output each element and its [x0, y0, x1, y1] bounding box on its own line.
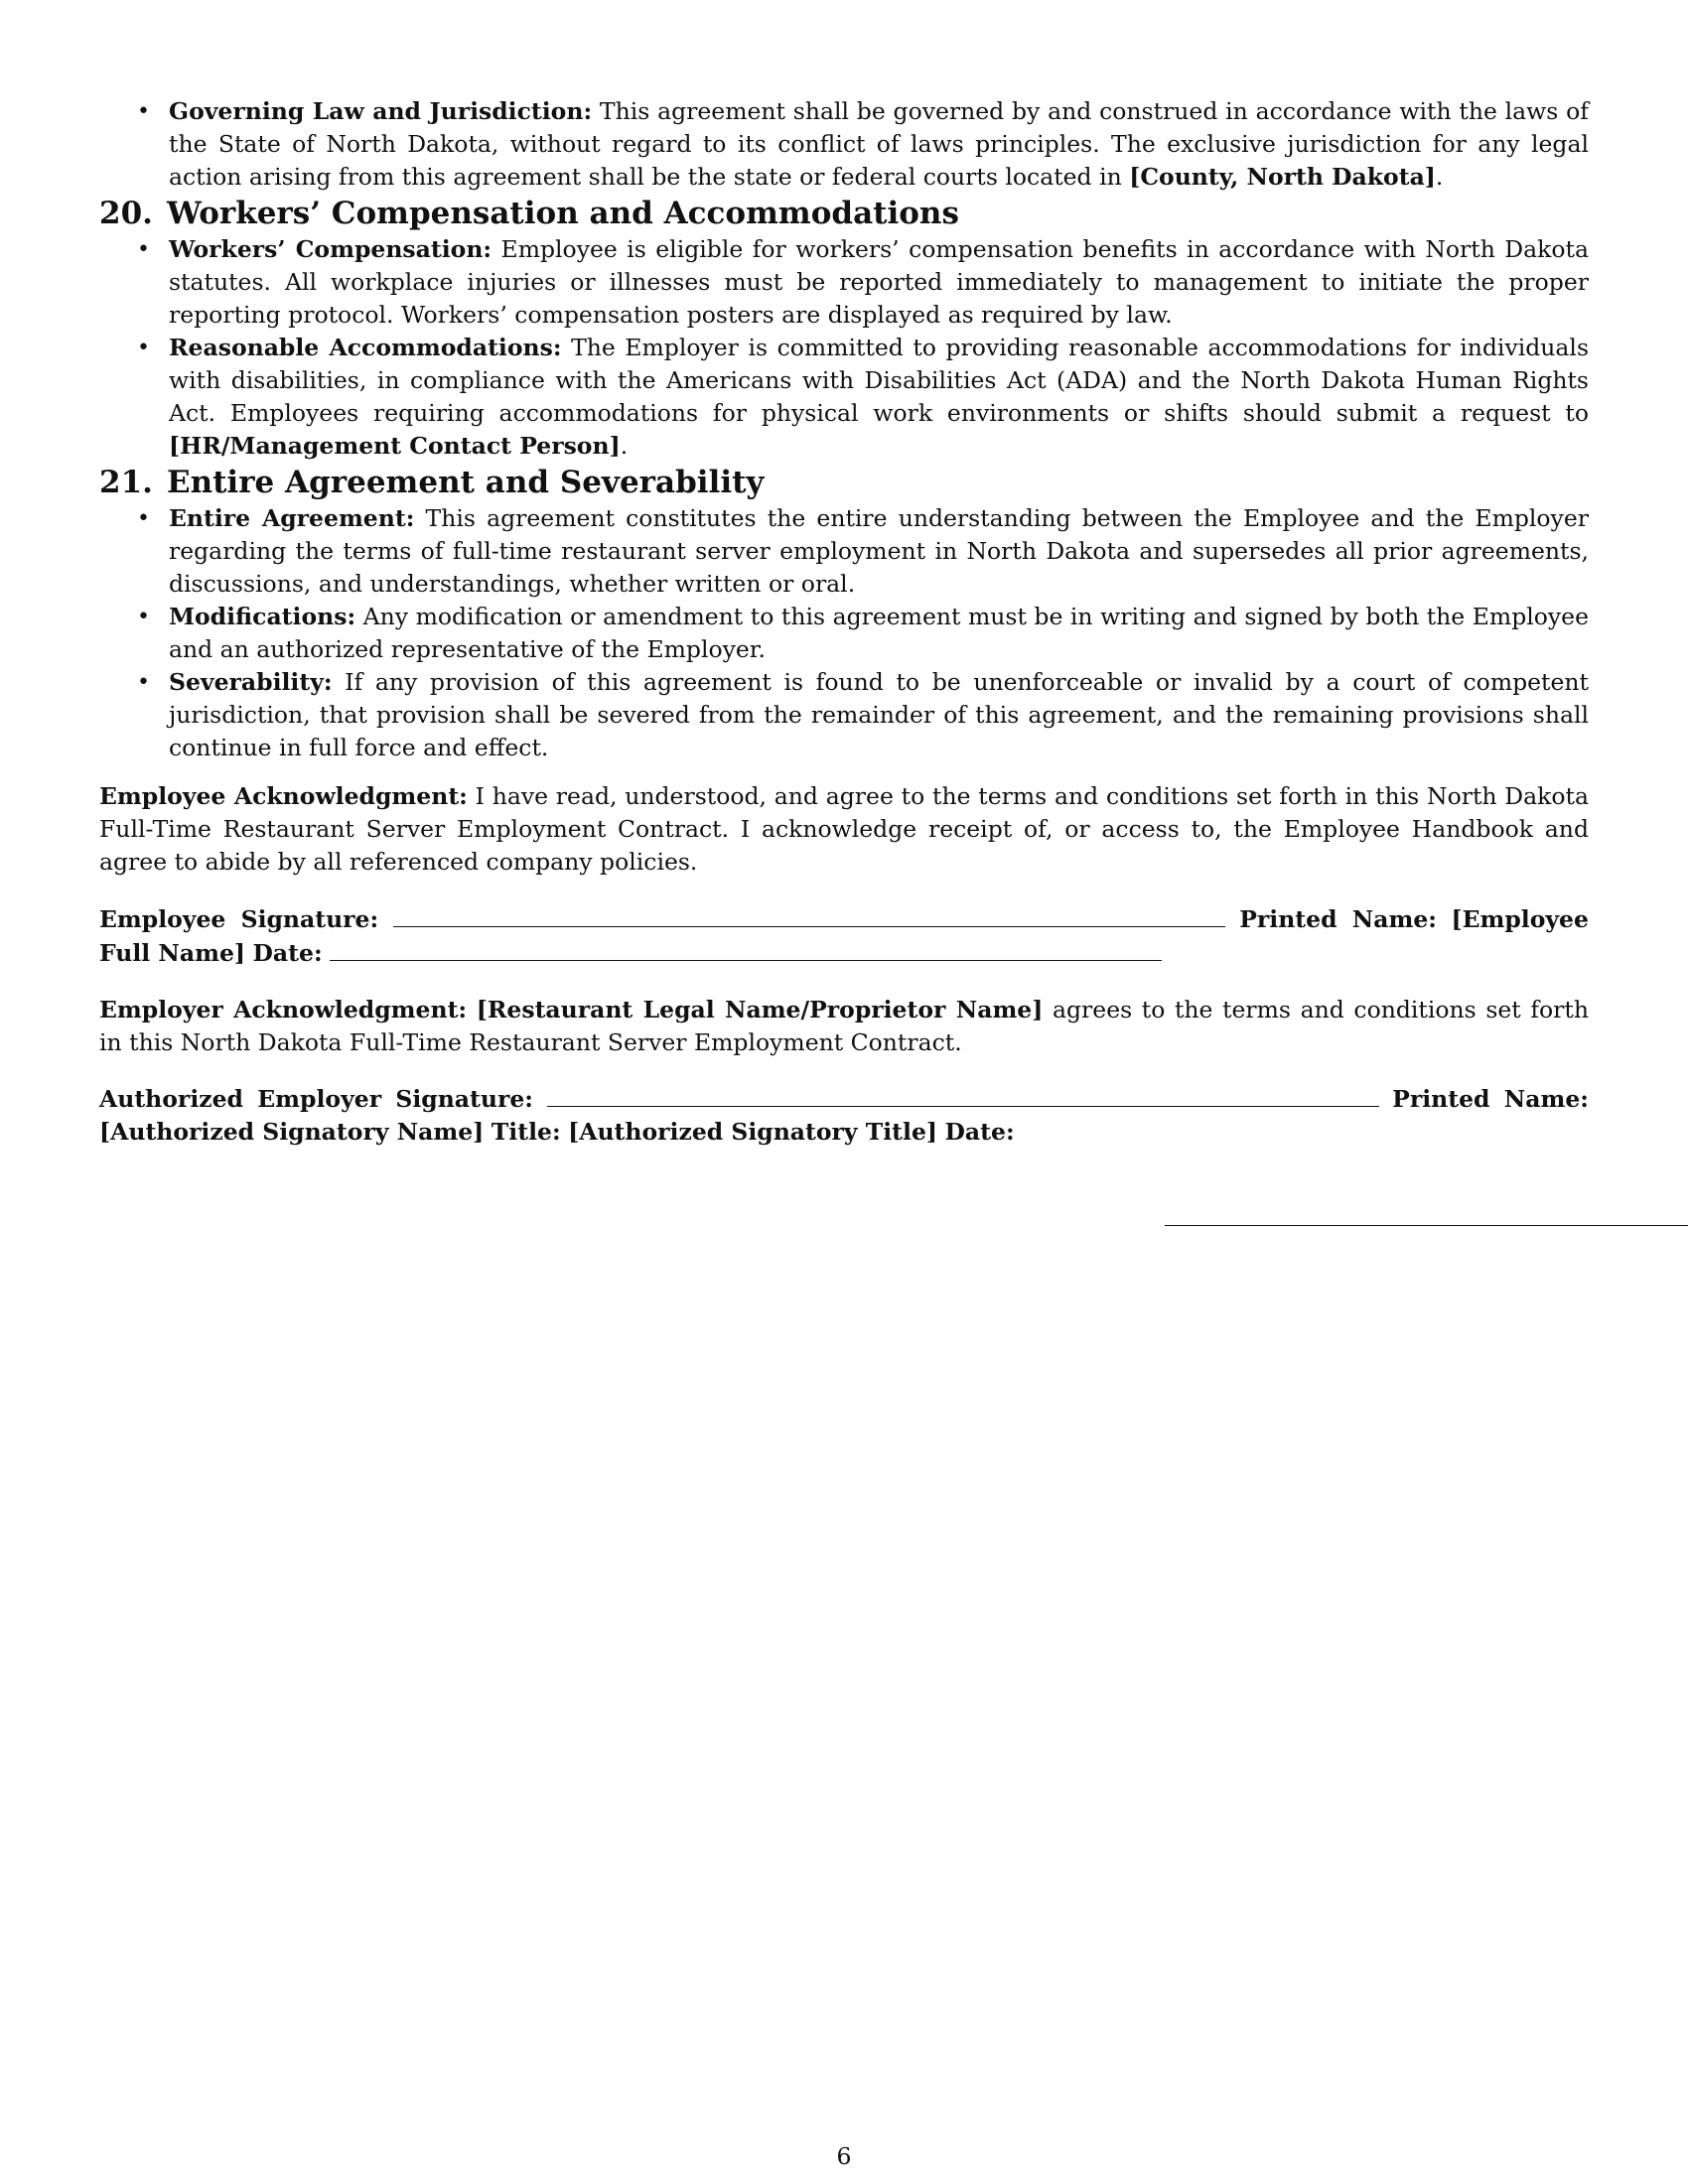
employee-date-label: Date:: [252, 938, 323, 967]
item-label: Workers’ Compensation:: [169, 235, 492, 263]
item-text: The Employer is committed to providing reasonable accommodations for individuals with disabilities, in compliance with the Americans with Disabilities Act (ADA) and the North Dakota Human Rights Act. Employees requiring accommodations for physical work environments or shifts should submit a request to: [169, 334, 1589, 427]
employee-signature-block: [99, 902, 1589, 970]
section-21-title: Entire Agreement and Severability: [166, 465, 765, 500]
section-20-title: Workers’ Compensation and Accommodations: [166, 196, 959, 231]
employer-printed-name-value: [Authorized Signatory Name]: [99, 1118, 485, 1146]
page-number: 6: [836, 2142, 852, 2170]
employee-date-line[interactable]: [330, 936, 1162, 961]
employer-signature-line[interactable]: [547, 1082, 1379, 1107]
item-text: This agreement constitutes the entire understanding between the Employee and the Employer regarding the terms of full-time restaurant server employment in North Dakota and supersedes all prior agreements, discussions, and understandings, whether written or oral.: [169, 504, 1589, 598]
restaurant-name-placeholder: [Restaurant Legal Name/Proprietor Name]: [476, 995, 1044, 1024]
bullet-icon: •: [137, 99, 150, 124]
employee-ack-text: I have read, understood, and agree to the terms and conditions set forth in this North Dakota Full-Time Restaurant Server Employment Contract. I acknowledge receipt of, or access to, the Employee Handbook and agree to abide by all referenced company policies.: [99, 782, 1589, 876]
document-page: [99, 95, 1589, 1149]
employee-signature-label: Employee Signature:: [99, 904, 379, 933]
employee-ack-label: Employee Acknowledgment:: [99, 782, 468, 810]
employer-signature-label: Authorized Employer Signature:: [99, 1085, 533, 1113]
employer-signature-block: [99, 1082, 1589, 1149]
item-text: Employee is eligible for workers’ compensation benefits in accordance with North Dakota statutes. All workplace injuries or illnesses must be reported immediately to management to initiate the proper reporting protocol. Workers’ compensation posters are displayed as required by law.: [169, 235, 1589, 329]
list-item-workers-comp: [99, 233, 1589, 332]
employer-date-label: Date:: [944, 1118, 1015, 1146]
list-item-accommodations: [99, 332, 1589, 463]
governing-end: .: [1435, 163, 1444, 191]
employee-printed-name-value: [Employee Full Name]: [99, 904, 1589, 967]
employee-printed-name-label: Printed Name:: [1239, 904, 1437, 933]
employer-title-value: [Authorized Signatory Title]: [568, 1118, 938, 1146]
item-end: .: [620, 432, 629, 460]
item-text: If any provision of this agreement is found to be unenforceable or invalid by a court of competent jurisdiction, that provision shall be severed from the remainder of this agreement, and the remaining provisions shall continue in full force and effect.: [169, 668, 1589, 761]
section-21-heading: [99, 463, 1589, 502]
item-label: Reasonable Accommodations:: [169, 334, 562, 361]
list-item-entire-agreement: [99, 502, 1589, 601]
bullet-icon: •: [137, 237, 150, 262]
employee-signature-line[interactable]: [393, 902, 1225, 927]
county-placeholder: [County, North Dakota]: [1129, 163, 1436, 191]
section-21-number: 21.: [99, 465, 153, 500]
item-label: Severability:: [169, 668, 333, 696]
section-20-heading: [99, 194, 1589, 233]
item-label: Modifications:: [169, 603, 356, 630]
section-20-number: 20.: [99, 196, 153, 231]
employer-printed-name-label: Printed Name:: [1392, 1085, 1589, 1113]
list-item-governing-law: [99, 95, 1589, 194]
item-label: Entire Agreement:: [169, 504, 415, 532]
employer-ack-label: Employer Acknowledgment:: [99, 995, 468, 1024]
employer-ack-text: agrees to the terms and conditions set forth in this North Dakota Full-Time Restaurant Server Employment Contract.: [99, 995, 1589, 1056]
employer-date-line[interactable]: [1165, 1225, 1688, 1226]
item-text: Any modification or amendment to this agreement must be in writing and signed by both the Employee and an authorized representative of the Employer.: [169, 603, 1589, 663]
governing-label: Governing Law and Jurisdiction:: [169, 97, 593, 125]
governing-list: [99, 95, 1589, 194]
list-item-severability: [99, 666, 1589, 764]
section-21-list: [99, 502, 1589, 764]
bullet-icon: •: [137, 605, 150, 629]
bullet-icon: •: [137, 336, 150, 360]
employer-acknowledgment: [99, 994, 1589, 1059]
governing-text: This agreement shall be governed by and construed in accordance with the laws of the State of North Dakota, without regard to its conflict of laws principles. The exclusive jurisdiction for any legal action arising from this agreement shall be the state or federal courts located in: [169, 97, 1589, 191]
list-item-modifications: [99, 601, 1589, 666]
section-20-list: [99, 233, 1589, 463]
hr-contact-placeholder: [HR/Management Contact Person]: [169, 432, 621, 460]
employee-acknowledgment: [99, 780, 1589, 879]
bullet-icon: •: [137, 670, 150, 695]
bullet-icon: •: [137, 506, 150, 531]
employer-title-label: Title:: [491, 1118, 561, 1146]
